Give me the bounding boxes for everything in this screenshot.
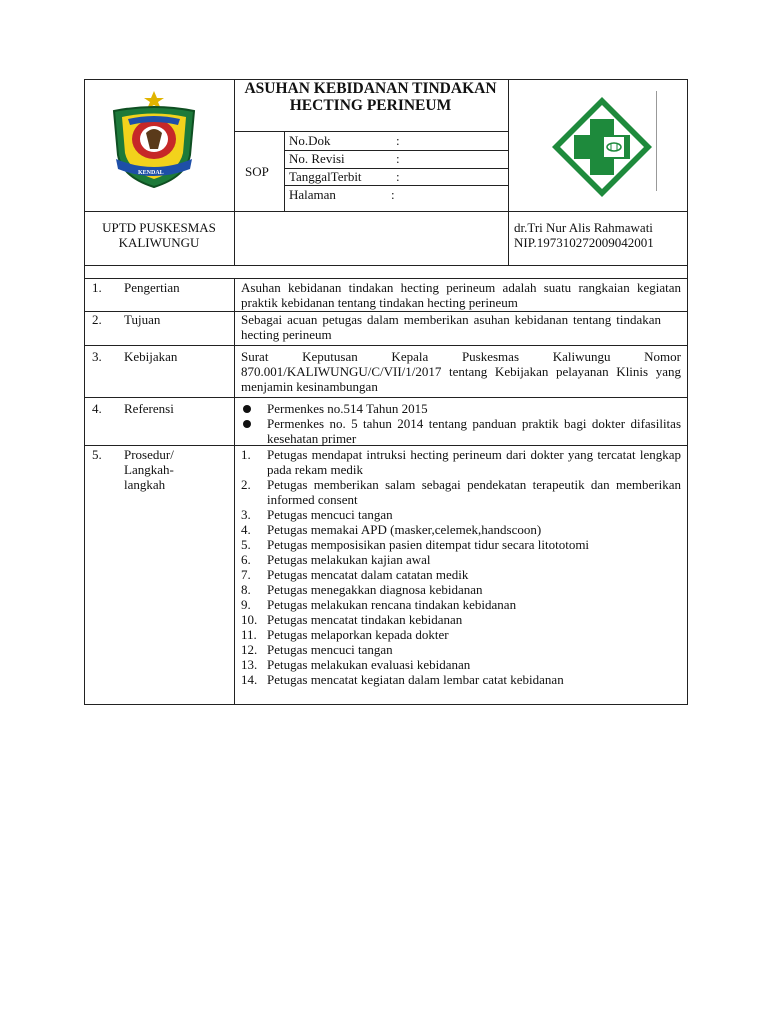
field-revisi-label: No. Revisi [289, 151, 345, 166]
step-text: Petugas menegakkan diagnosa kebidanan [267, 582, 483, 597]
field-tanggal-label: TanggalTerbit [289, 169, 362, 184]
field-row-line [284, 185, 508, 186]
row-label-tujuan: Tujuan [124, 312, 161, 327]
procedure-step [235, 597, 681, 612]
puskesmas-green-cross-icon [550, 95, 654, 199]
procedure-step [235, 447, 681, 477]
step-text: Petugas mencuci tangan [267, 642, 393, 657]
row-number: 1. [92, 280, 102, 295]
field-no-dok-sep: : [396, 133, 400, 148]
procedure-step [235, 477, 681, 507]
row-label-prosedur: Langkah- [124, 462, 174, 477]
field-revisi-sep: : [396, 151, 400, 166]
step-number: 4. [241, 522, 251, 537]
header-divider-right [508, 79, 509, 265]
step-number: 13. [241, 657, 258, 672]
step-text: Petugas mencatat dalam catatan medik [267, 567, 469, 582]
step-number: 8. [241, 582, 251, 597]
procedure-step [235, 507, 681, 522]
field-no-dok-label: No.Dok [289, 133, 331, 148]
step-number: 1. [241, 447, 251, 462]
row-divider [84, 345, 688, 346]
sop-label: SOP [245, 164, 269, 179]
row-label-prosedur: langkah [124, 477, 166, 492]
step-number: 12. [241, 642, 258, 657]
procedure-step [235, 537, 681, 552]
procedure-step [235, 642, 681, 657]
row-number: 4. [92, 401, 102, 416]
procedure-step [235, 522, 681, 537]
step-text: Petugas mencatat kegiatan dalam lembar catat kebidanan [267, 672, 564, 687]
step-text: Petugas mencatat tindakan kebidanan [267, 612, 463, 627]
step-number: 10. [241, 612, 258, 627]
header-bottom-line [84, 211, 688, 212]
spacer-row-bottom-line [84, 278, 688, 279]
step-number: 9. [241, 597, 251, 612]
logo-edge-line [656, 91, 657, 191]
kendal-regency-crest-icon [106, 89, 202, 193]
procedure-step [235, 627, 681, 642]
org-name-line1: UPTD PUSKESMAS [102, 220, 216, 235]
kebijakan-text: Surat Keputusan Kepala Puskesmas Kaliwungu Nomor 870.001/KALIWUNGU/C/VII/1/2017 tentang Kebijakan pelayanan Klinis yang menjamin kesinambungan [241, 349, 681, 394]
step-text: Petugas memakai APD (masker,celemek,handscoon) [267, 522, 542, 537]
procedure-step [235, 552, 681, 567]
step-number: 11. [241, 627, 257, 642]
row-number: 2. [92, 312, 102, 327]
list-item: Permenkes no.514 Tahun 2015 [235, 401, 681, 416]
procedure-step [235, 567, 681, 582]
row-number: 5. [92, 447, 102, 462]
referensi-list [235, 401, 681, 446]
list-item: Permenkes no. 5 tahun 2014 tentang panduan praktik bagi dokter difasilitas kesehatan primer [235, 416, 681, 446]
signer-nip: NIP.197310272009042001 [514, 235, 654, 250]
signer-name: dr.Tri Nur Alis Rahmawati [514, 220, 653, 235]
step-text: Petugas melakukan kajian awal [267, 552, 431, 567]
crest-caption: KENDAL [138, 170, 164, 176]
bullet-icon [243, 420, 251, 428]
procedure-step [235, 672, 681, 687]
row-label-pengertian: Pengertian [124, 280, 180, 295]
step-text: Petugas melaporkan kepada dokter [267, 627, 449, 642]
step-text: Petugas melakukan evaluasi kebidanan [267, 657, 471, 672]
prosedur-steps-list [235, 447, 681, 687]
step-number: 3. [241, 507, 251, 522]
row-label-prosedur: Prosedur/ [124, 447, 174, 462]
bullet-icon [243, 405, 251, 413]
procedure-step [235, 657, 681, 672]
step-number: 7. [241, 567, 251, 582]
row-number: 3. [92, 349, 102, 364]
org-name-line2: KALIWUNGU [118, 235, 200, 250]
field-tanggal-sep: : [396, 169, 400, 184]
pengertian-text: Asuhan kebidanan tindakan hecting perineum adalah suatu rangkaian kegiatan praktik kebidanan tentang tindakan hecting perineum [241, 280, 681, 310]
step-number: 6. [241, 552, 251, 567]
row-divider [84, 397, 688, 398]
tujuan-text: Sebagai acuan petugas dalam memberikan asuhan kebidanan tentang tindakan hecting perineum [241, 312, 661, 342]
step-text: Petugas mendapat intruksi hecting perineum dari dokter yang tercatat lengkap pada rekam medik [267, 447, 681, 477]
step-text: Petugas memposisikan pasien ditempat tidur secara litototomi [267, 537, 590, 552]
step-text: Petugas melakukan rencana tindakan kebidanan [267, 597, 517, 612]
row-label-kebijakan: Kebijakan [124, 349, 178, 364]
step-number: 14. [241, 672, 258, 687]
step-number: 2. [241, 477, 251, 492]
field-halaman-label: Halaman [289, 187, 336, 202]
frame-left-border [84, 79, 85, 705]
procedure-step [235, 582, 681, 597]
org-row-bottom-line [84, 265, 688, 266]
step-text: Petugas memberikan salam sebagai pendekatan terapeutik dan memberikan informed consent [267, 477, 681, 507]
frame-bottom-border [84, 704, 688, 705]
title-bottom-line [234, 131, 508, 132]
frame-right-border [687, 79, 688, 705]
procedure-step [235, 612, 681, 627]
field-halaman-sep: : [391, 187, 395, 202]
sop-field-divider [284, 131, 285, 211]
page-title: ASUHAN KEBIDANAN TINDAKAN HECTING PERINEUM [244, 80, 497, 114]
step-number: 5. [241, 537, 251, 552]
row-label-referensi: Referensi [124, 401, 174, 416]
step-text: Petugas mencuci tangan [267, 507, 393, 522]
